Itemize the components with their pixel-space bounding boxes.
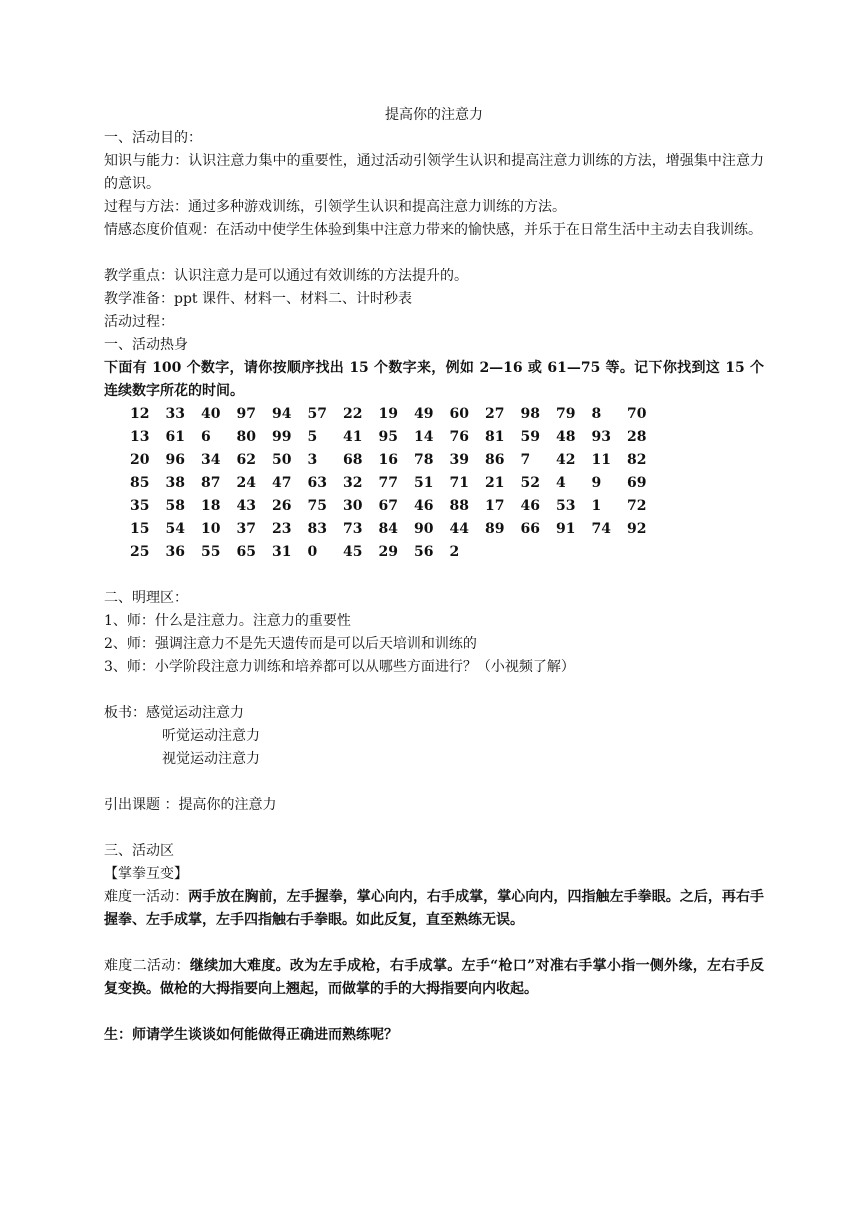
spacer [104, 817, 764, 840]
number-cell: 7 [520, 452, 531, 468]
number-cell: 50 [272, 452, 292, 468]
reasoning-item: 3、师：小学阶段注意力训练和培养都可以从哪些方面进行？（小视频了解） [104, 659, 575, 675]
key-point: 教学重点：认识注意力是可以通过有效训练的方法提升的。 [104, 268, 468, 284]
number-cell: 60 [449, 406, 469, 422]
number-cell: 15 [130, 521, 150, 537]
number-cell: 17 [485, 498, 505, 514]
number-cell: 56 [414, 544, 434, 560]
objective-knowledge: 知识与能力：认识注意力集中的重要性，通过活动引领学生认识和提高注意力训练的方法，增强集中注意力的意识。 [104, 153, 764, 192]
activity-heading: 三、活动区 [104, 843, 174, 859]
number-cell: 76 [449, 429, 469, 445]
number-cell: 39 [449, 452, 469, 468]
number-cell: 77 [378, 475, 398, 491]
number-cell: 47 [272, 475, 292, 491]
level1-text: 两手放在胸前，左手握拳，掌心向内，右手成掌，掌心向内，四指触左手拳眼。之后，再右手握拳、左手成掌，左手四指触右手拳眼。如此反复，直至熟练无误。 [104, 889, 765, 928]
number-cell: 99 [272, 429, 292, 445]
number-cell: 58 [165, 498, 185, 514]
number-cell: 73 [343, 521, 363, 537]
number-cell: 62 [236, 452, 256, 468]
number-cell: 87 [201, 475, 221, 491]
board-line: 板书：感觉运动注意力 [104, 705, 244, 721]
number-cell: 78 [414, 452, 434, 468]
number-cell: 23 [272, 521, 292, 537]
student-question: 生：师请学生谈谈如何能做得正确进而熟练呢？ [104, 1027, 398, 1043]
number-cell: 61 [165, 429, 185, 445]
number-cell: 89 [485, 521, 505, 537]
number-cell: 46 [414, 498, 434, 514]
number-cell: 16 [378, 452, 398, 468]
number-cell: 75 [307, 498, 327, 514]
number-cell: 59 [520, 429, 540, 445]
number-cell: 71 [449, 475, 469, 491]
number-cell: 69 [627, 475, 647, 491]
number-cell: 86 [485, 452, 505, 468]
spacer [104, 242, 764, 265]
number-cell: 65 [236, 544, 256, 560]
number-cell: 10 [201, 521, 221, 537]
number-row [130, 472, 663, 495]
number-cell: 34 [201, 452, 221, 468]
number-cell: 51 [414, 475, 434, 491]
number-cell: 21 [485, 475, 505, 491]
number-cell: 2 [449, 544, 460, 560]
objectives-heading: 一、活动目的： [104, 130, 202, 146]
number-cell: 55 [201, 544, 221, 560]
number-cell: 45 [343, 544, 363, 560]
number-row [130, 449, 663, 472]
number-cell: 48 [556, 429, 576, 445]
number-row [130, 426, 663, 449]
number-cell: 82 [627, 452, 647, 468]
number-cell: 6 [201, 429, 211, 445]
spacer [104, 564, 764, 587]
number-cell: 95 [378, 429, 398, 445]
objective-emotion: 情感态度价值观：在活动中使学生体验到集中注意力带来的愉快感，并乐于在日常生活中主动去自我训练。 [104, 222, 762, 238]
board-line: 视觉运动注意力 [162, 751, 260, 767]
number-cell: 27 [485, 406, 505, 422]
number-cell: 90 [414, 521, 434, 537]
number-cell: 70 [627, 406, 647, 422]
number-cell: 29 [378, 544, 398, 560]
number-cell: 80 [236, 429, 256, 445]
number-cell: 0 [307, 544, 318, 560]
number-cell: 54 [165, 521, 185, 537]
number-cell: 32 [343, 475, 363, 491]
number-cell: 68 [343, 452, 363, 468]
reasoning-item: 1、师：什么是注意力。注意力的重要性 [104, 613, 351, 629]
number-cell: 25 [130, 544, 150, 560]
number-cell: 66 [520, 521, 540, 537]
number-row [130, 495, 663, 518]
number-cell: 13 [130, 429, 150, 445]
number-cell: 63 [307, 475, 327, 491]
level2-paragraph [104, 955, 764, 1001]
spacer [104, 679, 764, 702]
number-cell: 84 [378, 521, 398, 537]
number-cell: 49 [414, 406, 434, 422]
number-cell: 24 [236, 475, 256, 491]
number-cell: 11 [591, 452, 611, 468]
reasoning-item: 2、师：强调注意力不是先天遗传而是可以后天培训和训练的 [104, 636, 477, 652]
level1-paragraph [104, 886, 764, 932]
number-cell: 38 [165, 475, 185, 491]
number-cell: 37 [236, 521, 256, 537]
game-title: 【掌拳互变】 [104, 866, 188, 882]
number-cell: 42 [556, 452, 576, 468]
number-cell: 57 [307, 406, 327, 422]
number-cell: 3 [307, 452, 318, 468]
number-cell: 41 [343, 429, 363, 445]
number-cell: 5 [307, 429, 318, 445]
number-cell: 44 [449, 521, 469, 537]
number-cell: 18 [201, 498, 221, 514]
number-cell: 31 [272, 544, 292, 560]
number-cell: 4 [556, 475, 566, 491]
number-cell: 97 [236, 406, 256, 422]
number-cell: 20 [130, 452, 150, 468]
level2-label: 难度二活动： [104, 958, 190, 974]
number-cell: 94 [272, 406, 292, 422]
spacer [104, 1001, 764, 1024]
number-cell: 79 [556, 406, 576, 422]
number-cell: 35 [130, 498, 150, 514]
number-cell: 93 [591, 429, 611, 445]
number-cell: 85 [130, 475, 150, 491]
document-page [104, 104, 764, 1047]
number-cell: 81 [485, 429, 505, 445]
level2-text: 继续加大难度。改为左手成枪，右手成掌。左手“枪口”对准右手掌小指一侧外缘，左右手反复变换。做枪的大拇指要向上翘起，而做掌的手的大拇指要向内收起。 [104, 958, 764, 997]
number-cell: 22 [343, 406, 363, 422]
spacer [104, 771, 764, 794]
number-row [130, 518, 663, 541]
number-cell: 46 [520, 498, 540, 514]
number-cell: 36 [165, 544, 185, 560]
number-cell: 40 [201, 406, 221, 422]
number-cell: 92 [627, 521, 647, 537]
number-cell: 30 [343, 498, 363, 514]
number-cell: 67 [378, 498, 398, 514]
objective-process: 过程与方法：通过多种游戏训练，引领学生认识和提高注意力训练的方法。 [104, 199, 566, 215]
number-cell: 88 [449, 498, 469, 514]
number-cell: 19 [378, 406, 398, 422]
number-cell: 52 [520, 475, 540, 491]
number-cell: 26 [272, 498, 292, 514]
number-cell: 9 [591, 475, 602, 491]
warmup-instruction: 下面有 100 个数字，请你按顺序找出 15 个数字来，例如 2—16 或 61—75 等。记下你找到这 15 个连续数字所花的时间。 [104, 360, 764, 399]
number-cell: 8 [591, 406, 602, 422]
number-row [130, 541, 663, 564]
number-cell: 53 [556, 498, 576, 514]
number-cell: 28 [627, 429, 647, 445]
number-cell: 12 [130, 406, 150, 422]
number-cell: 72 [627, 498, 647, 514]
process-heading: 活动过程： [104, 314, 174, 330]
topic-line: 引出课题 ：提高你的注意力 [104, 797, 277, 813]
number-grid [130, 403, 663, 564]
number-row [130, 403, 663, 426]
preparation: 教学准备：ppt 课件、材料一、材料二、计时秒表 [104, 291, 412, 307]
spacer [104, 932, 764, 955]
number-cell: 33 [165, 406, 185, 422]
number-cell: 91 [556, 521, 576, 537]
number-cell: 1 [591, 498, 602, 514]
document-title: 提高你的注意力 [385, 107, 483, 123]
number-cell: 14 [414, 429, 434, 445]
number-cell: 96 [165, 452, 185, 468]
number-cell: 74 [591, 521, 611, 537]
board-line: 听觉运动注意力 [162, 728, 260, 744]
number-cell: 83 [307, 521, 327, 537]
number-cell: 43 [236, 498, 256, 514]
reasoning-heading: 二、明理区： [104, 590, 188, 606]
number-cell: 98 [520, 406, 540, 422]
warmup-heading: 一、活动热身 [104, 337, 188, 353]
level1-label: 难度一活动： [104, 889, 189, 905]
